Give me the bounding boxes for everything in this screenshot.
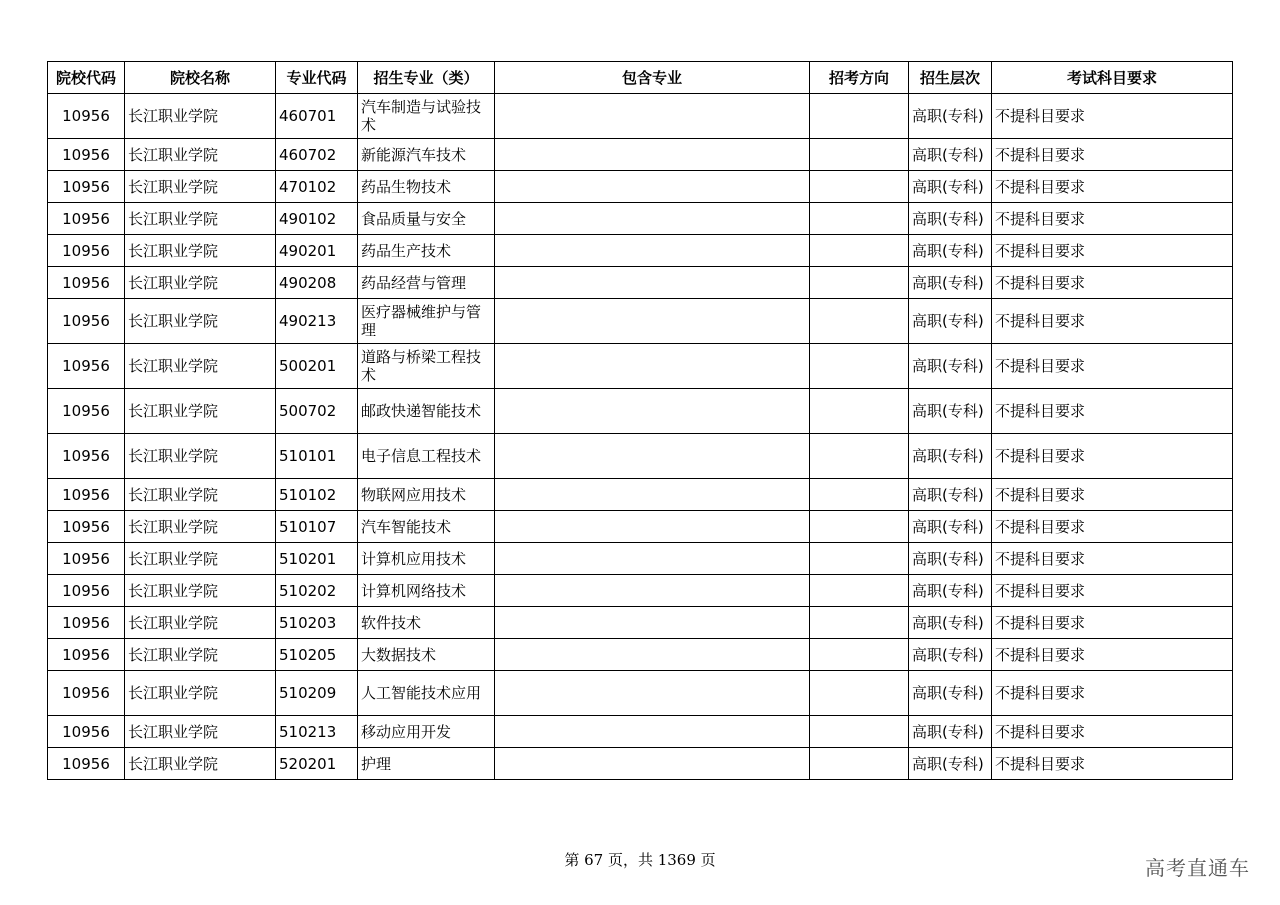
direction-cell (810, 543, 909, 575)
direction-cell (810, 639, 909, 671)
level-cell: 高职(专科) (909, 543, 992, 575)
requirement-cell: 不提科目要求 (992, 748, 1233, 780)
includes-cell (495, 203, 810, 235)
major-code-cell: 500702 (276, 389, 358, 434)
direction-cell (810, 479, 909, 511)
table-row (48, 235, 1233, 267)
table-row (48, 479, 1233, 511)
header-school-code: 院校代码 (48, 62, 125, 94)
school-code-cell: 10956 (48, 607, 125, 639)
level-cell: 高职(专科) (909, 299, 992, 344)
school-code-cell: 10956 (48, 716, 125, 748)
level-cell: 高职(专科) (909, 94, 992, 139)
header-level: 招生层次 (909, 62, 992, 94)
level-cell: 高职(专科) (909, 389, 992, 434)
requirement-cell: 不提科目要求 (992, 716, 1233, 748)
major-cell: 食品质量与安全 (358, 203, 495, 235)
school-code-cell: 10956 (48, 267, 125, 299)
table-row (48, 639, 1233, 671)
major-code-cell: 500201 (276, 344, 358, 389)
table-row (48, 344, 1233, 389)
major-code-cell: 510203 (276, 607, 358, 639)
requirement-cell: 不提科目要求 (992, 434, 1233, 479)
major-cell: 护理 (358, 748, 495, 780)
table-row (48, 299, 1233, 344)
includes-cell (495, 434, 810, 479)
major-cell: 软件技术 (358, 607, 495, 639)
table-row (48, 607, 1233, 639)
includes-cell (495, 94, 810, 139)
school-name-cell: 长江职业学院 (125, 389, 276, 434)
school-name-cell: 长江职业学院 (125, 511, 276, 543)
includes-cell (495, 511, 810, 543)
level-cell: 高职(专科) (909, 748, 992, 780)
school-code-cell: 10956 (48, 344, 125, 389)
header-school-name: 院校名称 (125, 62, 276, 94)
major-cell: 大数据技术 (358, 639, 495, 671)
major-cell: 药品生物技术 (358, 171, 495, 203)
school-name-cell: 长江职业学院 (125, 748, 276, 780)
requirement-cell: 不提科目要求 (992, 607, 1233, 639)
includes-cell (495, 543, 810, 575)
table-row (48, 671, 1233, 716)
header-includes: 包含专业 (495, 62, 810, 94)
school-code-cell: 10956 (48, 639, 125, 671)
major-cell: 药品生产技术 (358, 235, 495, 267)
school-code-cell: 10956 (48, 511, 125, 543)
includes-cell (495, 139, 810, 171)
major-cell: 物联网应用技术 (358, 479, 495, 511)
includes-cell (495, 344, 810, 389)
requirement-cell: 不提科目要求 (992, 479, 1233, 511)
level-cell: 高职(专科) (909, 139, 992, 171)
school-name-cell: 长江职业学院 (125, 94, 276, 139)
major-cell: 电子信息工程技术 (358, 434, 495, 479)
major-code-cell: 510209 (276, 671, 358, 716)
table-row (48, 171, 1233, 203)
major-code-cell: 510101 (276, 434, 358, 479)
school-name-cell: 长江职业学院 (125, 344, 276, 389)
table-row (48, 389, 1233, 434)
major-code-cell: 510213 (276, 716, 358, 748)
school-code-cell: 10956 (48, 203, 125, 235)
direction-cell (810, 671, 909, 716)
school-code-cell: 10956 (48, 748, 125, 780)
level-cell: 高职(专科) (909, 235, 992, 267)
requirement-cell: 不提科目要求 (992, 267, 1233, 299)
level-cell: 高职(专科) (909, 575, 992, 607)
table-row (48, 203, 1233, 235)
major-code-cell: 510107 (276, 511, 358, 543)
major-cell: 人工智能技术应用 (358, 671, 495, 716)
major-code-cell: 510205 (276, 639, 358, 671)
school-name-cell: 长江职业学院 (125, 434, 276, 479)
major-cell: 移动应用开发 (358, 716, 495, 748)
requirement-cell: 不提科目要求 (992, 575, 1233, 607)
major-cell: 道路与桥梁工程技术 (358, 344, 495, 389)
school-code-cell: 10956 (48, 94, 125, 139)
direction-cell (810, 575, 909, 607)
includes-cell (495, 479, 810, 511)
direction-cell (810, 389, 909, 434)
requirement-cell: 不提科目要求 (992, 235, 1233, 267)
table-row (48, 716, 1233, 748)
direction-cell (810, 607, 909, 639)
includes-cell (495, 171, 810, 203)
major-cell: 汽车制造与试验技术 (358, 94, 495, 139)
table-row (48, 434, 1233, 479)
major-code-cell: 490201 (276, 235, 358, 267)
includes-cell (495, 716, 810, 748)
major-code-cell: 510102 (276, 479, 358, 511)
requirement-cell: 不提科目要求 (992, 299, 1233, 344)
major-cell: 邮政快递智能技术 (358, 389, 495, 434)
school-code-cell: 10956 (48, 575, 125, 607)
school-name-cell: 长江职业学院 (125, 607, 276, 639)
table-row (48, 267, 1233, 299)
school-name-cell: 长江职业学院 (125, 139, 276, 171)
includes-cell (495, 575, 810, 607)
includes-cell (495, 235, 810, 267)
school-name-cell: 长江职业学院 (125, 671, 276, 716)
direction-cell (810, 716, 909, 748)
page-number: 第 67 页，共 1369 页 (564, 851, 716, 869)
includes-cell (495, 389, 810, 434)
school-name-cell: 长江职业学院 (125, 716, 276, 748)
includes-cell (495, 639, 810, 671)
school-code-cell: 10956 (48, 434, 125, 479)
level-cell: 高职(专科) (909, 344, 992, 389)
major-code-cell: 510201 (276, 543, 358, 575)
includes-cell (495, 299, 810, 344)
header-direction: 招考方向 (810, 62, 909, 94)
level-cell: 高职(专科) (909, 607, 992, 639)
level-cell: 高职(专科) (909, 434, 992, 479)
table-row (48, 94, 1233, 139)
header-major: 招生专业（类） (358, 62, 495, 94)
school-name-cell: 长江职业学院 (125, 639, 276, 671)
school-code-cell: 10956 (48, 139, 125, 171)
major-code-cell: 460701 (276, 94, 358, 139)
school-code-cell: 10956 (48, 299, 125, 344)
requirement-cell: 不提科目要求 (992, 639, 1233, 671)
school-code-cell: 10956 (48, 479, 125, 511)
direction-cell (810, 94, 909, 139)
major-code-cell: 520201 (276, 748, 358, 780)
direction-cell (810, 344, 909, 389)
level-cell: 高职(专科) (909, 171, 992, 203)
major-cell: 医疗器械维护与管理 (358, 299, 495, 344)
school-code-cell: 10956 (48, 543, 125, 575)
direction-cell (810, 171, 909, 203)
level-cell: 高职(专科) (909, 511, 992, 543)
school-name-cell: 长江职业学院 (125, 235, 276, 267)
header-major-code: 专业代码 (276, 62, 358, 94)
level-cell: 高职(专科) (909, 267, 992, 299)
school-name-cell: 长江职业学院 (125, 575, 276, 607)
school-name-cell: 长江职业学院 (125, 171, 276, 203)
requirement-cell: 不提科目要求 (992, 543, 1233, 575)
major-code-cell: 510202 (276, 575, 358, 607)
admissions-table (47, 61, 1233, 780)
header-row (48, 62, 1233, 94)
watermark-text: 高考直通车 (1145, 856, 1250, 880)
school-code-cell: 10956 (48, 171, 125, 203)
level-cell: 高职(专科) (909, 671, 992, 716)
level-cell: 高职(专科) (909, 203, 992, 235)
school-name-cell: 长江职业学院 (125, 479, 276, 511)
school-code-cell: 10956 (48, 235, 125, 267)
direction-cell (810, 299, 909, 344)
major-cell: 计算机应用技术 (358, 543, 495, 575)
school-name-cell: 长江职业学院 (125, 543, 276, 575)
table-row (48, 575, 1233, 607)
direction-cell (810, 235, 909, 267)
major-cell: 计算机网络技术 (358, 575, 495, 607)
requirement-cell: 不提科目要求 (992, 344, 1233, 389)
requirement-cell: 不提科目要求 (992, 671, 1233, 716)
table-row (48, 543, 1233, 575)
major-code-cell: 490208 (276, 267, 358, 299)
major-cell: 药品经营与管理 (358, 267, 495, 299)
direction-cell (810, 748, 909, 780)
table-row (48, 139, 1233, 171)
level-cell: 高职(专科) (909, 479, 992, 511)
major-code-cell: 460702 (276, 139, 358, 171)
school-code-cell: 10956 (48, 671, 125, 716)
requirement-cell: 不提科目要求 (992, 171, 1233, 203)
school-name-cell: 长江职业学院 (125, 299, 276, 344)
major-cell: 汽车智能技术 (358, 511, 495, 543)
includes-cell (495, 748, 810, 780)
includes-cell (495, 671, 810, 716)
direction-cell (810, 267, 909, 299)
school-name-cell: 长江职业学院 (125, 203, 276, 235)
requirement-cell: 不提科目要求 (992, 511, 1233, 543)
requirement-cell: 不提科目要求 (992, 389, 1233, 434)
direction-cell (810, 511, 909, 543)
requirement-cell: 不提科目要求 (992, 203, 1233, 235)
major-cell: 新能源汽车技术 (358, 139, 495, 171)
level-cell: 高职(专科) (909, 716, 992, 748)
level-cell: 高职(专科) (909, 639, 992, 671)
includes-cell (495, 607, 810, 639)
school-code-cell: 10956 (48, 389, 125, 434)
includes-cell (495, 267, 810, 299)
school-name-cell: 长江职业学院 (125, 267, 276, 299)
table-row (48, 511, 1233, 543)
direction-cell (810, 203, 909, 235)
requirement-cell: 不提科目要求 (992, 139, 1233, 171)
header-requirement: 考试科目要求 (992, 62, 1233, 94)
major-code-cell: 470102 (276, 171, 358, 203)
direction-cell (810, 434, 909, 479)
table-row (48, 748, 1233, 780)
requirement-cell: 不提科目要求 (992, 94, 1233, 139)
table-body (48, 94, 1233, 780)
major-code-cell: 490102 (276, 203, 358, 235)
direction-cell (810, 139, 909, 171)
major-code-cell: 490213 (276, 299, 358, 344)
